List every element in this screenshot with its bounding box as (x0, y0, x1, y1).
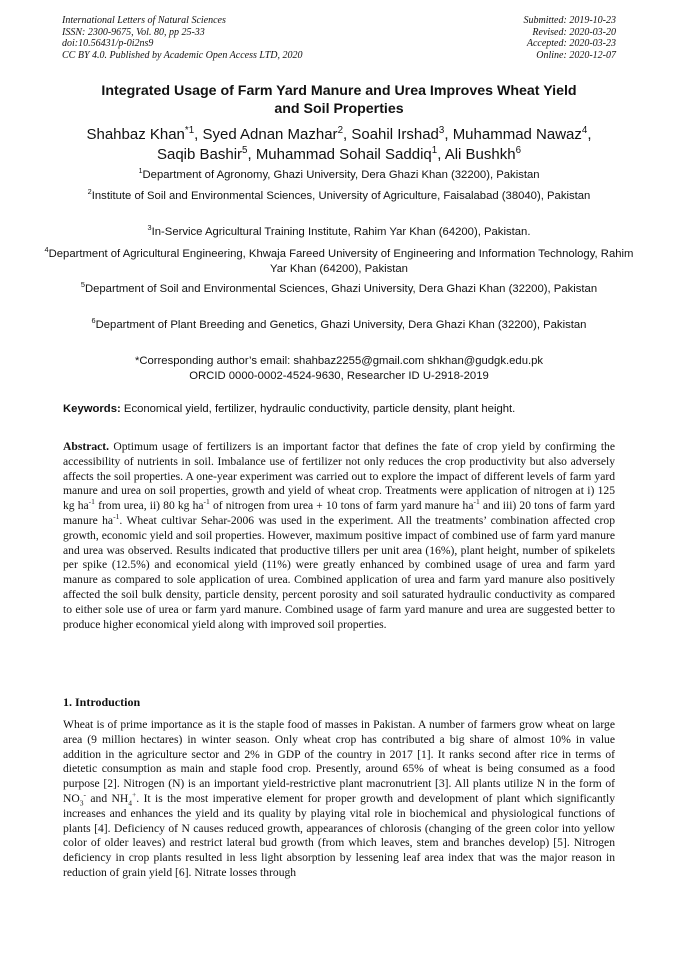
affiliation-number: 1 (138, 166, 143, 176)
author-affil-marker: 5 (242, 145, 248, 156)
affiliation-text: Department of Agricultural Engineering, Khwaja Fareed University of Engineering and Information Technology, Rahim Yar Khan (64200), Pakistan (48, 248, 634, 275)
author-name: Soahil Irshad (351, 126, 439, 143)
unit-exponent: -1 (473, 497, 480, 507)
abstract-label: Abstract. (63, 440, 110, 453)
date-revised: Revised: 2020-03-20 (532, 26, 616, 38)
journal-license: CC BY 4.0. Published by Academic Open Access LTD, 2020 (62, 49, 303, 61)
author-name: Ali Bushkh (444, 146, 516, 163)
author-affil-marker: 1 (431, 145, 438, 156)
journal-name: International Letters of Natural Sciences (62, 15, 226, 26)
affiliation-text: In-Service Agricultural Training Institute, Rahim Yar Khan (64200), Pakistan. (151, 226, 531, 238)
author-name: Muhammad Nawaz (452, 126, 582, 143)
author-name: Muhammad Sohail Saddiq (255, 146, 432, 163)
affiliation-text: Department of Soil and Environmental Sciences, Ghazi University, Dera Ghazi Khan (32200), Pakistan (84, 283, 598, 295)
paper-title (50, 83, 628, 118)
journal-doi: doi:10.56431/p-0i2ns9 (62, 38, 154, 50)
abstract-text: . Wheat cultivar Sehar-2006 was used in the experiment. All the treatments’ combination affected crop growth, economic yield and soil properties. However, maximum positive impact of combined use of farm yard manure and urea was observed. Results indicated that productive tillers per unit area (16%), plant height, number of spikelets per spike (12.5%) and economical yield (11%) were greatly enhanced by combined usage of urea and farm yard manure as compared to sole application of urea. Combined application of urea and farm yard manure also positively affected the soil bulk density, particle density, percent porosity and soil saturated hydraulic conductivity as compared to either sole use of urea or farm yard manure. Combined usage of farm yard manure and urea are suggested better to produce higher economical yield along with improved soil properties. (63, 513, 616, 631)
submission-dates (524, 15, 617, 61)
affiliation-text: Department of Plant Breeding and Genetics, Ghazi University, Dera Ghazi Khan (32200), Pakistan (95, 319, 587, 331)
date-submitted: Submitted: 2019-10-23 (523, 15, 616, 26)
affiliation-number: 5 (80, 280, 85, 290)
abstract-text: from urea, ii) 80 kg ha (94, 499, 204, 513)
corresponding-email: *Corresponding author’s email: shahbaz2255@gmail.com shkhan@gudgk.edu.pk (134, 355, 544, 367)
author-list: Shahbaz Khan$^{*1}$, Syed Adnan Mazhar$^2$, Soahil Irshad$^3$, Muhammad Nawaz$^4$, Saqib Bashir$^5$, Muhammad Sohail Saddiq$^1$, Ali Bushkh$^6$ (86, 125, 592, 163)
chem-subscript: 3 (79, 798, 84, 808)
abstract-text: Optimum usage of fertilizers is an important factor that defines the fate of crop yield by confirming the accessibility of nutrients in soil. Imbalance use of fertilizer not only reduces the crop productivity but also adversely affects the soil properties. A one-year experiment was carried out to explore the impact of different levels of farm yard manure and urea on soil properties, growth and yield of wheat crop. Treatments were application of nitrogen at i) 125 kg ha (63, 440, 615, 513)
abstract-text: and iii) 20 tons of farm yard manure ha (63, 499, 615, 527)
affiliation-number: 2 (87, 187, 92, 197)
affiliation-number: 6 (91, 316, 96, 326)
introduction-text (63, 718, 615, 881)
author-affil-marker: 4 (581, 125, 588, 136)
author-name: Saqib Bashir (156, 146, 243, 163)
affiliation-text: Department of Agronomy, Ghazi University, Dera Ghazi Khan (32200), Pakistan (142, 169, 540, 181)
journal-issn: ISSN: 2300-9675, Vol. 80, pp 25-33 (62, 26, 205, 38)
unit-exponent: -1 (203, 497, 210, 507)
title-line-1: Integrated Usage of Farm Yard Manure and Urea Improves Wheat Yield (101, 83, 577, 99)
author-affil-marker: *1 (184, 125, 195, 136)
affiliation-number: 3 (147, 223, 152, 233)
affiliation-6 (70, 318, 608, 333)
abstract-text: of nitrogen from urea + 10 tons of farm yard manure ha (209, 499, 474, 513)
author-name: Syed Adnan Mazhar (202, 126, 338, 143)
author-affil-marker: 3 (438, 125, 445, 136)
intro-text: Wheat is of prime importance as it is the staple food of masses in Pakistan. A number of farmers grow wheat on large area (9 million hectares) in winter season. Only wheat crop has contributed a big share of almost 10% in value addition in the agriculture sector and 2% in GDP of the country in 2017 [1]. It ranks second after rice in terms of dietetic consumption as main and staple food crop. Presently, around 65% of wheat is being consumed as a food purpose [2]. Nitrogen (N) is an important yield-restrictive plant macronutrient [3]. All plants utilize N in the form of NO (63, 718, 615, 805)
journal-info (62, 15, 303, 61)
author-affil-marker: 6 (515, 145, 522, 156)
keywords-label: Keywords: (63, 403, 121, 415)
date-accepted: Accepted: 2020-03-23 (526, 38, 616, 50)
affiliation-2 (70, 189, 608, 204)
unit-exponent: -1 (88, 497, 95, 507)
keywords (63, 402, 618, 416)
abstract (63, 440, 615, 632)
affiliation-4 (40, 247, 638, 276)
keywords-text: Economical yield, fertilizer, hydraulic conductivity, particle density, plant height. (120, 403, 516, 415)
author-name: Shahbaz Khan (86, 126, 185, 143)
title-line-2: and Soil Properties (274, 100, 404, 117)
author-affil-marker: 2 (337, 125, 343, 136)
date-online: Online: 2020-12-07 (536, 49, 616, 61)
chem-subscript: 4 (128, 798, 133, 808)
affiliation-text: Institute of Soil and Environmental Sciences, University of Agriculture, Faisalabad (38040), Pakistan (91, 190, 591, 202)
orcid-line: ORCID 0000-0002-4524-9630, Researcher ID U-2918-2019 (189, 369, 489, 382)
affiliation-number: 4 (44, 245, 49, 255)
affiliation-5 (70, 282, 608, 297)
intro-text: and NH (86, 791, 129, 805)
chem-superscript: - (83, 790, 87, 800)
chem-superscript: + (132, 790, 137, 800)
intro-text: . It is the most imperative element for proper growth and development of plant which significantly increases and enhances the yield and its quality by playing vital role in biochemical and physiological functions of plants [4]. Deficiency of N causes reduced growth, appearances of chlorosis (changing of the green color into yellow color of older leaves) and restrict lateral bud growth (from which leaves, stem and branches develop) [5]. Nitrogen deficiency in crop plants resulted in less light absorption by lessening leaf area index that was the major reason in reduction of grain yield [6]. Nitrate losses through (63, 791, 615, 879)
unit-exponent: -1 (113, 512, 120, 522)
section-heading-introduction: 1. Introduction (63, 695, 141, 709)
affiliation-1 (40, 168, 638, 183)
affiliation-3 (40, 225, 638, 240)
correspondence-block (40, 354, 638, 383)
